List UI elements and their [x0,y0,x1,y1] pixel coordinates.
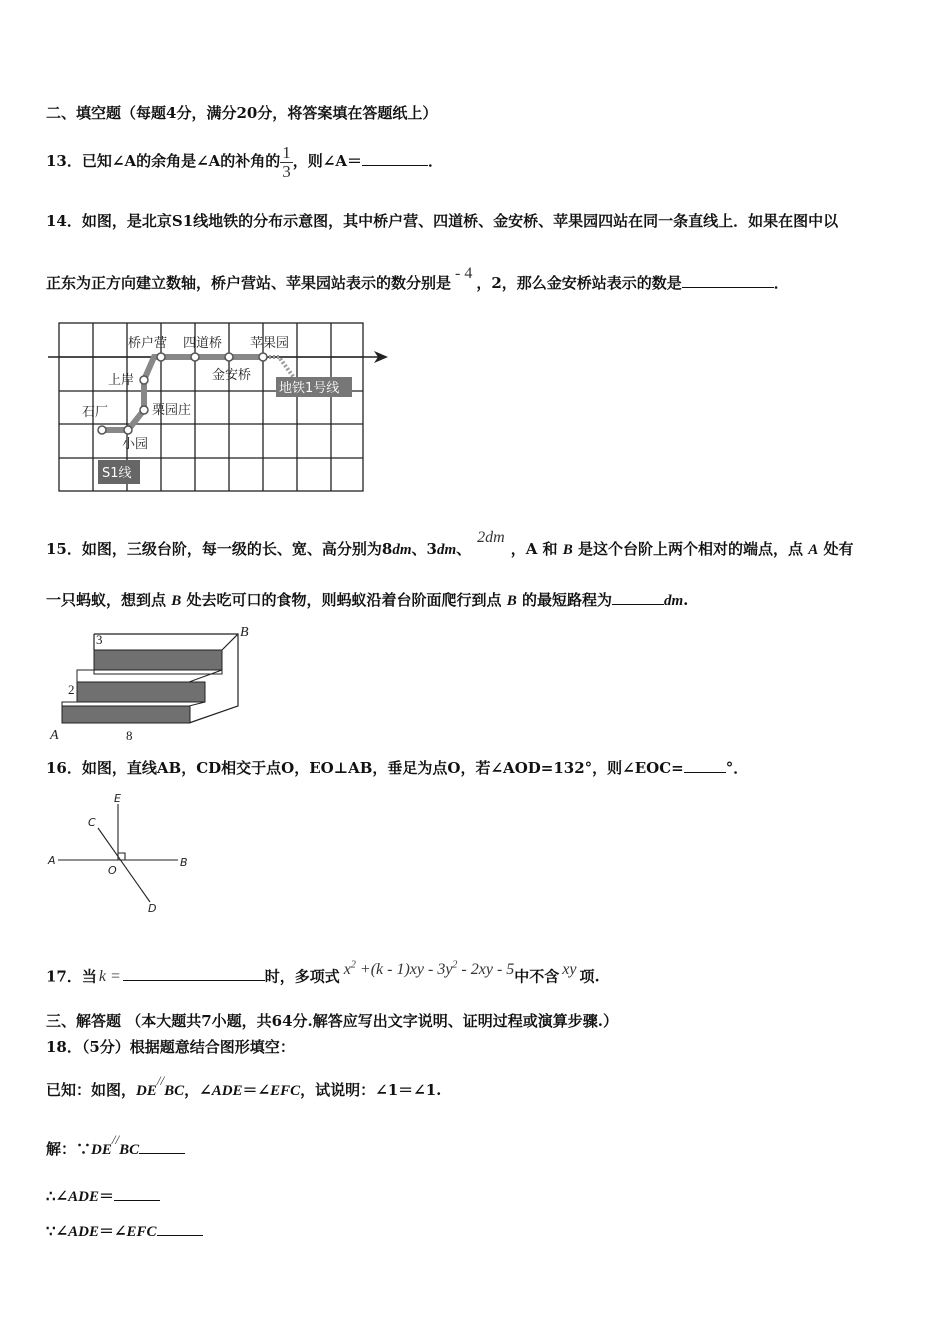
q15-suffix-a: ，A 和 [510,540,563,558]
intersecting-lines-figure [46,790,196,916]
q15-line2 [46,590,688,611]
station-sidaoqiao-icon [191,353,199,361]
stairs-label-a: A [50,728,59,743]
q13-frac-den: 3 [282,161,291,181]
station-shichang-icon [98,426,106,434]
stairs-label-3: 3 [96,632,103,647]
q15-point-b: B [562,542,573,558]
q14-end: ． [773,274,789,292]
label-sidaoqiao: 四道桥 [183,336,223,351]
q13-fraction [280,144,293,181]
q15-line2-prefix: 一只蚂蚁，想到点 [46,591,172,609]
q18-bc: BC [164,1083,185,1099]
subway-map-figure [46,316,396,498]
q15-value-2dm: 2dm [477,529,505,546]
q18-known-mid: ，∠ [184,1081,212,1099]
q18-parallel-icon: // [156,1073,165,1088]
label-o: O [108,864,117,877]
right-angle-icon [118,853,125,860]
s1-badge-text: S1线 [102,466,132,481]
q18-step1 [46,1132,185,1160]
q15-suffix-b: 是这个台阶上两个相对的端点，点 [572,540,809,558]
step-1 [62,706,190,723]
q16-text: 16．如图，直线AB，CD相交于点O，EO⊥AB，垂足为点O，若∠AOD=132°，则∠EOC= [46,759,684,777]
label-xiaoyuan: 小园 [122,437,149,452]
q17-expr-sq1: 2 [350,960,356,971]
step-3 [94,650,222,670]
q18-step1-de: DE [91,1142,112,1158]
q18-step3-efc: EFC [126,1224,157,1240]
q18-known-prefix: 已知：如图， [46,1081,137,1099]
q18-sol-prefix: 解：∵ [46,1140,92,1158]
q18-ade: ADE [211,1083,243,1099]
station-qiaohuying-icon [157,353,165,361]
q17-xy: xy [562,961,577,979]
q18-efc: EFC [270,1083,301,1099]
q18-step1-bc: BC [119,1142,140,1158]
q15-line2-mid: 处去吃可口的食物，则蚂蚁沿着台阶面爬行到点 [181,591,507,609]
q17-answer-blank[interactable] [123,966,265,981]
section2-header: 二、填空题（每题4分，满分20分，将答案填在答题纸上） [46,104,438,122]
q17-expression [344,961,514,978]
q15-sep2: 、 [456,540,472,558]
q13-answer-blank[interactable] [362,151,428,166]
q15-prefix: 15．如图，三级台阶，每一级的长、宽、高分别为8 [46,540,393,558]
q17-end: 项. [579,967,600,986]
station-pingguoyuan-icon [259,353,267,361]
q17-expr-c: - 2xy - 5 [457,961,515,979]
station-xiaoyuan-icon [124,426,132,434]
q18-step2 [46,1186,160,1207]
q15-unit: dm [663,593,684,609]
label-jinanqiao: 金安桥 [212,368,252,383]
label-c: C [88,816,96,829]
q18-step3-prefix: ∵∠ [46,1222,69,1240]
q14-line1: 14．如图，是北京S1线地铁的分布示意图，其中桥户营、四道桥、金安桥、苹果园四站在同一条直线上．如果在图中以 [46,212,839,230]
station-liyuan-icon [140,406,148,414]
q18-known-suffix: ，试说明：∠1＝∠1. [300,1081,442,1099]
q15-answer-blank[interactable] [612,590,664,605]
q18-angle-blank[interactable] [114,1186,160,1201]
q14-line2 [46,265,789,294]
q15-suffix-c: 处有 [818,540,854,558]
q17-expr-a: x [343,961,351,979]
q18-de: DE [136,1083,157,1099]
section3-header: 三、解答题 （本大题共7小题，共64分.解答应写出文字说明、证明过程或演算步骤.） [46,1012,618,1030]
q18-step3-ade: ADE [68,1224,99,1240]
q13-frac-num: 1 [282,142,291,162]
question-13 [46,140,443,182]
station-shangan-icon [140,376,148,384]
q18-reason3-blank[interactable] [157,1221,203,1236]
q18-known [46,1073,442,1101]
label-qiaohuying: 桥户营 [128,336,168,351]
q17-k-eq: k = [98,968,121,986]
q15-point-b2: B [171,593,182,609]
q18-step2-prefix: ∴∠ [46,1187,69,1205]
station-markers [98,353,267,434]
label-pingguoyuan: 苹果园 [250,336,290,351]
q13-suffix: ，则∠A＝ [292,152,363,170]
question-16 [46,758,748,778]
q16-answer-blank[interactable] [684,758,726,773]
q14-line2-prefix: 正东为正方向建立数轴，桥户营站、苹果园站表示的数分别是 [46,274,452,292]
stairs-label-8: 8 [126,728,133,743]
stairs-label-b: B [240,625,249,640]
q14-answer-blank[interactable] [682,273,774,288]
q18-step2-eq: ＝ [98,1187,114,1205]
q17-expr-b: +(k - 1)xy - 3y [355,961,453,979]
q18-reason1-blank[interactable] [139,1139,185,1154]
q18-step3-eq: ＝∠ [98,1222,127,1240]
q18-step2-ade: ADE [68,1189,99,1205]
q15-end: . [683,591,689,609]
label-shangan: 上岸 [108,373,135,388]
q16-end: °． [725,759,749,777]
label-liyuan: 栗园庄 [152,403,192,418]
q17-expr-sq2: 2 [452,960,458,971]
station-jinanqiao-icon [225,353,233,361]
q18-eq: ＝∠ [242,1081,271,1099]
stairs-label-2: 2 [68,682,75,697]
q15-point-a: A [808,542,819,558]
label-a: A [48,854,56,867]
q14-value-neg4: - 4 [455,265,473,282]
q15-sep1: 、3 [411,540,437,558]
stairs-figure [46,622,266,744]
step-2-top [77,670,222,682]
q17-mid: 时，多项式 [264,967,340,986]
step-2 [77,682,205,702]
q18-title: 18．（5分）根据题意结合图形填空： [46,1038,295,1056]
line1-badge-text: 地铁1号线 [279,381,340,396]
q15-line1 [46,529,854,560]
q13-prefix: 13．已知∠A的余角是∠A的补角的 [46,152,281,170]
q15-dm1: dm [392,542,412,558]
q14-line2-mid: ，2，那么金安桥站表示的数是 [476,274,682,292]
q15-point-b3: B [506,593,517,609]
question-17 [46,960,600,987]
q18-step3 [46,1221,203,1242]
q18-step1-parallel-icon: // [111,1132,120,1147]
line-cd [98,828,150,902]
q15-line2-suffix: 的最短路程为 [516,591,612,609]
q17-prefix: 17．当 [46,967,97,986]
label-shichang: 石厂 [82,405,109,420]
label-b: B [180,856,188,869]
label-d: D [148,902,157,915]
label-e: E [114,792,121,805]
q13-end: ． [428,152,444,170]
q15-dm2: dm [436,542,457,558]
step-1-top [62,702,205,706]
q17-mid2: 中不含 [514,967,560,986]
